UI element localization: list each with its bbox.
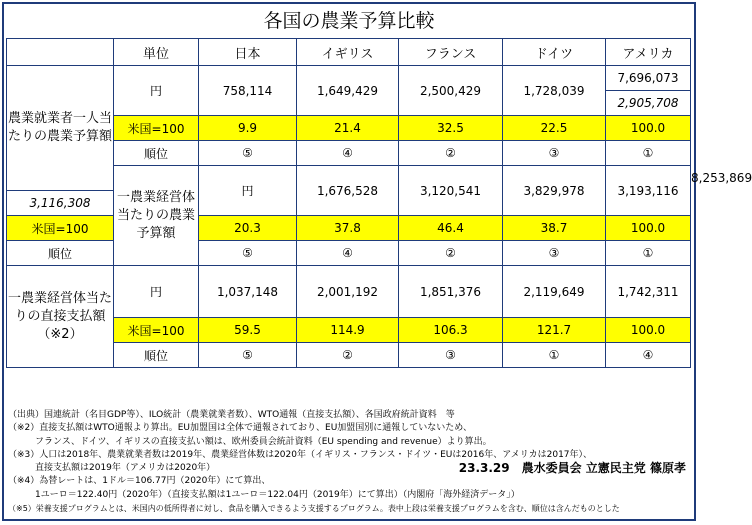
rank-cell: ⑤ — [199, 241, 297, 266]
unit-yen: 円 — [199, 166, 297, 216]
value-cell: 3,829,978 — [503, 166, 606, 216]
unit-yen: 円 — [114, 266, 199, 318]
rank-cell: ① — [606, 141, 691, 166]
index-cell: 100.0 — [606, 318, 691, 343]
index-cell: 46.4 — [399, 216, 503, 241]
value-cell: 3,120,541 — [399, 166, 503, 216]
us-sub-value: 2,905,708 — [606, 91, 691, 116]
index-cell: 37.8 — [297, 216, 399, 241]
value-cell: 2,500,429 — [399, 66, 503, 116]
rank-cell: ⑤ — [199, 343, 297, 368]
header-france: フランス — [399, 39, 503, 66]
rank-cell: ② — [399, 141, 503, 166]
rank-cell: ① — [503, 343, 606, 368]
value-cell: 1,742,311 — [606, 266, 691, 318]
table-row — [7, 266, 691, 318]
section-1-label: 農業就業者一人当たりの農業予算額 — [7, 66, 114, 191]
index-cell: 106.3 — [399, 318, 503, 343]
footnote: フランス、ドイツ、イギリスの直接支払い額は、欧州委員会統計資料（EU spending and revenue）より算出。 — [8, 436, 492, 447]
value-cell: 1,037,148 — [199, 266, 297, 318]
table-row: 一農業経営体当たりの農業予算額 円 1,676,528 3,120,541 3,829,978 3,193,116 8,253,869 — [7, 166, 691, 191]
value-cell: 758,114 — [199, 66, 297, 116]
unit-rank: 順位 — [7, 241, 114, 266]
footnote: （※3）人口は2018年、農業就業者数は2019年、農業経営体数は2020年（イギリス・フランス・ドイツ・EUは2016年、アメリカは2017年）、 — [8, 449, 593, 460]
index-cell: 38.7 — [503, 216, 606, 241]
rank-cell: ④ — [297, 141, 399, 166]
rank-cell: ② — [399, 241, 503, 266]
comparison-table — [6, 38, 752, 368]
index-cell: 21.4 — [297, 116, 399, 141]
index-cell: 22.5 — [503, 116, 606, 141]
table-row — [7, 216, 691, 241]
value-cell: 1,649,429 — [297, 66, 399, 116]
unit-rank: 順位 — [114, 141, 199, 166]
rank-cell: ⑤ — [199, 141, 297, 166]
unit-index: 米国=100 — [114, 318, 199, 343]
header-unit: 単位 — [114, 39, 199, 66]
section-2-label: 一農業経営体当たりの農業予算額 — [114, 166, 199, 266]
footnotes — [8, 409, 694, 515]
unit-index: 米国=100 — [114, 116, 199, 141]
header-japan: 日本 — [199, 39, 297, 66]
value-cell: 1,676,528 — [297, 166, 399, 216]
header-germany: ドイツ — [503, 39, 606, 66]
section-3-label: 一農業経営体当たりの直接支払額（※2） — [7, 266, 114, 368]
index-cell: 9.9 — [199, 116, 297, 141]
value-cell: 1,728,039 — [503, 66, 606, 116]
footnote: （※2）直接支払額はWTO通報より算出。EU加盟国は全体で通報されており、EU加盟国別に通報していないため、 — [8, 423, 472, 434]
rank-cell: ③ — [399, 343, 503, 368]
page-title: 各国の農業予算比較 — [263, 10, 435, 32]
footnote: 1ユーロ＝122.40円（2020年）（直接支払額は1ユーロ＝122.04円（2019年）にて算出）（内閣府「海外経済データ」） — [8, 489, 520, 500]
footnote: （※4）為替レートは、1ドル＝106.77円（2020年）にて算出、 — [8, 476, 271, 487]
value-cell: 2,119,649 — [503, 266, 606, 318]
unit-yen: 円 — [114, 66, 199, 116]
corner-cell — [7, 39, 114, 66]
header-row — [7, 39, 691, 66]
footnote: 直接支払額は2019年（アメリカは2020年） — [8, 463, 216, 474]
value-cell: 3,193,116 — [606, 166, 691, 216]
table-row — [7, 241, 691, 266]
document-frame — [2, 2, 752, 521]
rank-cell: ④ — [606, 343, 691, 368]
header-usa: アメリカ — [606, 39, 691, 66]
table-row — [7, 66, 691, 91]
index-cell: 20.3 — [199, 216, 297, 241]
rank-cell: ③ — [503, 241, 606, 266]
value-cell: 2,001,192 — [297, 266, 399, 318]
index-cell: 100.0 — [606, 116, 691, 141]
rank-cell: ① — [606, 241, 691, 266]
footnote: （出典）国連統計（名目GDP等）、ILO統計（農業就業者数）、WTO通報（直接支払額）、各国政府統計資料 等 — [8, 410, 455, 420]
unit-index: 米国=100 — [7, 216, 114, 241]
value-cell: 7,696,073 — [606, 66, 691, 91]
index-cell: 32.5 — [399, 116, 503, 141]
signature: 23.3.29 農水委員会 立憲民主党 篠原孝 — [458, 461, 686, 476]
value-cell: 1,851,376 — [399, 266, 503, 318]
header-uk: イギリス — [297, 39, 399, 66]
rank-cell: ② — [297, 343, 399, 368]
rank-cell: ④ — [297, 241, 399, 266]
index-cell: 121.7 — [503, 318, 606, 343]
us-sub-value: 3,116,308 — [7, 191, 114, 216]
index-cell: 114.9 — [297, 318, 399, 343]
index-cell: 100.0 — [606, 216, 691, 241]
footnote: （※5）栄養支援プログラムとは、米国内の低所得者に対し、食品を購入できるよう支援するプログラム。表中上段は栄養支援プログラムを含む、順位は含んだものとした — [8, 504, 620, 514]
rank-cell: ③ — [503, 141, 606, 166]
index-cell: 59.5 — [199, 318, 297, 343]
unit-rank: 順位 — [114, 343, 199, 368]
